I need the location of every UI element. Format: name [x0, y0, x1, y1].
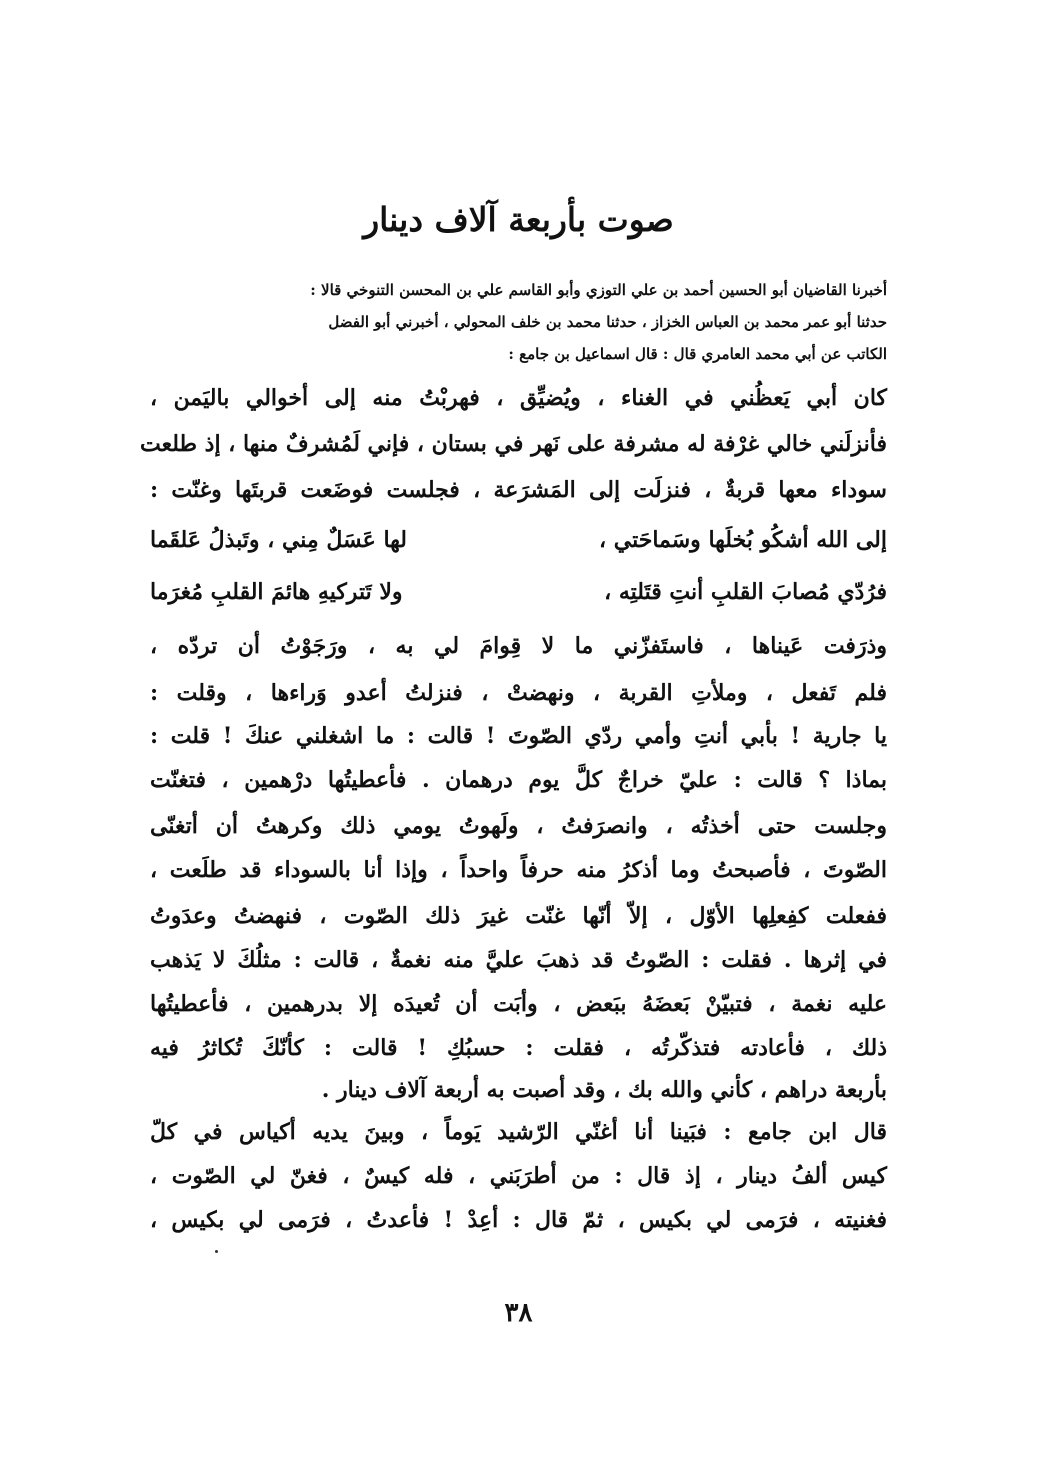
paragraph2-line-5: وجلست حتى أخذتُه ، وانصرَفتُ ، ولَهوتُ يومي ذلك وكرهتُ أن أتغنّى [150, 813, 887, 839]
paragraph1-line-1: كان أبي يَعظُني في الغناء ، ويُضيِّق ، فهربْتُ منه إلى أخوالي باليَمن ، [150, 385, 887, 411]
verse-1-second-hemistich: لها عَسَلٌ مِني ، وتَبذلُ عَلقَما [150, 527, 407, 553]
paragraph2-line-7: ففعلت كفِعلِها الأوّل ، إلاّ أنّها غنّت غيرَ ذلك الصّوت ، فنهضتُ وعدَوتُ [150, 903, 887, 929]
chapter-title: صوت بأربعة آلاف دينار [363, 200, 674, 239]
paragraph1-line-3: سوداء معها قربةٌ ، فنزلَت إلى المَشرَعة ، فجلست فوضَعت قربتَها وغنّت : [150, 477, 887, 503]
verse-2-first-hemistich: فرُدّي مُصابَ القلبِ أنتِ قتَلتِه ، [604, 579, 887, 605]
paragraph2-line-6: الصّوتَ ، فأصبحتُ وما أذكرُ منه حرفاً واحداً ، وإذا أنا بالسوداء قد طلَعت ، [150, 857, 887, 883]
paragraph2-line-1: وذرَفت عَيناها ، فاستَفزّني ما لا قِوامَ لي به ، ورَجَوْتُ أن تردّه ، [150, 633, 887, 659]
verse-2 [150, 579, 887, 605]
verse-1-first-hemistich: إلى الله أشكُو بُخلَها وسَماحَتي ، [598, 527, 887, 553]
paragraph2-line-4: بماذا ؟ قالت : عليّ خراجٌ كلَّ يوم درهمان . فأعطيتُها درْهمين ، فتغنّت [150, 767, 887, 793]
paragraph2-line-2: فلم تَفعل ، وملأتِ القربة ، ونهضتْ ، فنزلتُ أعدو وَراءها ، وقلت : [150, 680, 887, 706]
isnad-line-3: الكاتب عن أبي محمد العامري قال : قال اسماعيل بن جامع : [508, 345, 887, 363]
paragraph2-line-11: بأربعة دراهم ، كأني والله بك ، وقد أصبت به أربعة آلاف دينار . [321, 1077, 887, 1103]
paragraph2-line-8: في إثرها . فقلت : الصّوتُ قد ذهبَ عليَّ منه نغمةٌ ، قالت : مثلُكَ لا يَذهب [150, 947, 887, 973]
page-number: ٣٨ [504, 1298, 533, 1328]
paragraph2-line-9: عليه نغمة ، فتبيّنْ بَعضَهُ ببَعض ، وأبَت أن تُعيدَه إلا بدرهمين ، فأعطيتُها [150, 991, 887, 1017]
verse-1 [150, 527, 887, 553]
paragraph1-line-2: فأنزلَني خالي غرْفة له مشرفة على نَهر في بستان ، فإني لَمُشرفٌ منها ، إذ طلعت [139, 431, 887, 457]
isnad-line-2: حدثنا أبو عمر محمد بن العباس الخزاز ، حدثنا محمد بن خلف المحولي ، أخبرني أبو الفضل [328, 313, 887, 331]
scan-speck [215, 1250, 218, 1253]
paragraph3-line-1: قال ابن جامع : فبَينا أنا أغنّي الرّشيد يَوماً ، وبينَ يديه أكياس في كلّ [150, 1119, 887, 1145]
paragraph3-line-2: كيس ألفُ دينار ، إذ قال : من أطرَبَني ، فله كيسٌ ، فغنّ لي الصّوت ، [150, 1163, 887, 1189]
paragraph2-line-3: يا جارية ! بأبي أنتِ وأمي ردّي الصّوتَ ! قالت : ما اشغلني عنكَ ! قلت : [150, 723, 887, 749]
verse-2-second-hemistich: ولا تَتركيهِ هائمَ القلبِ مُغرَما [150, 579, 403, 605]
isnad-line-1: أخبرنا القاضيان أبو الحسين أحمد بن علي التوزي وأبو القاسم علي بن المحسن التنوخي قالا : [310, 281, 887, 299]
paragraph3-line-3: فغنيته ، فرَمى لي بكيس ، ثمّ قال : أعِدْ ! فأعدتُ ، فرَمى لي بكيس ، [150, 1207, 887, 1233]
paragraph2-line-10: ذلك ، فأعادته فتذكّرتُه ، فقلت : حسبُكِ ! قالت : كأنّكَ تُكاثرُ فيه [150, 1035, 887, 1061]
